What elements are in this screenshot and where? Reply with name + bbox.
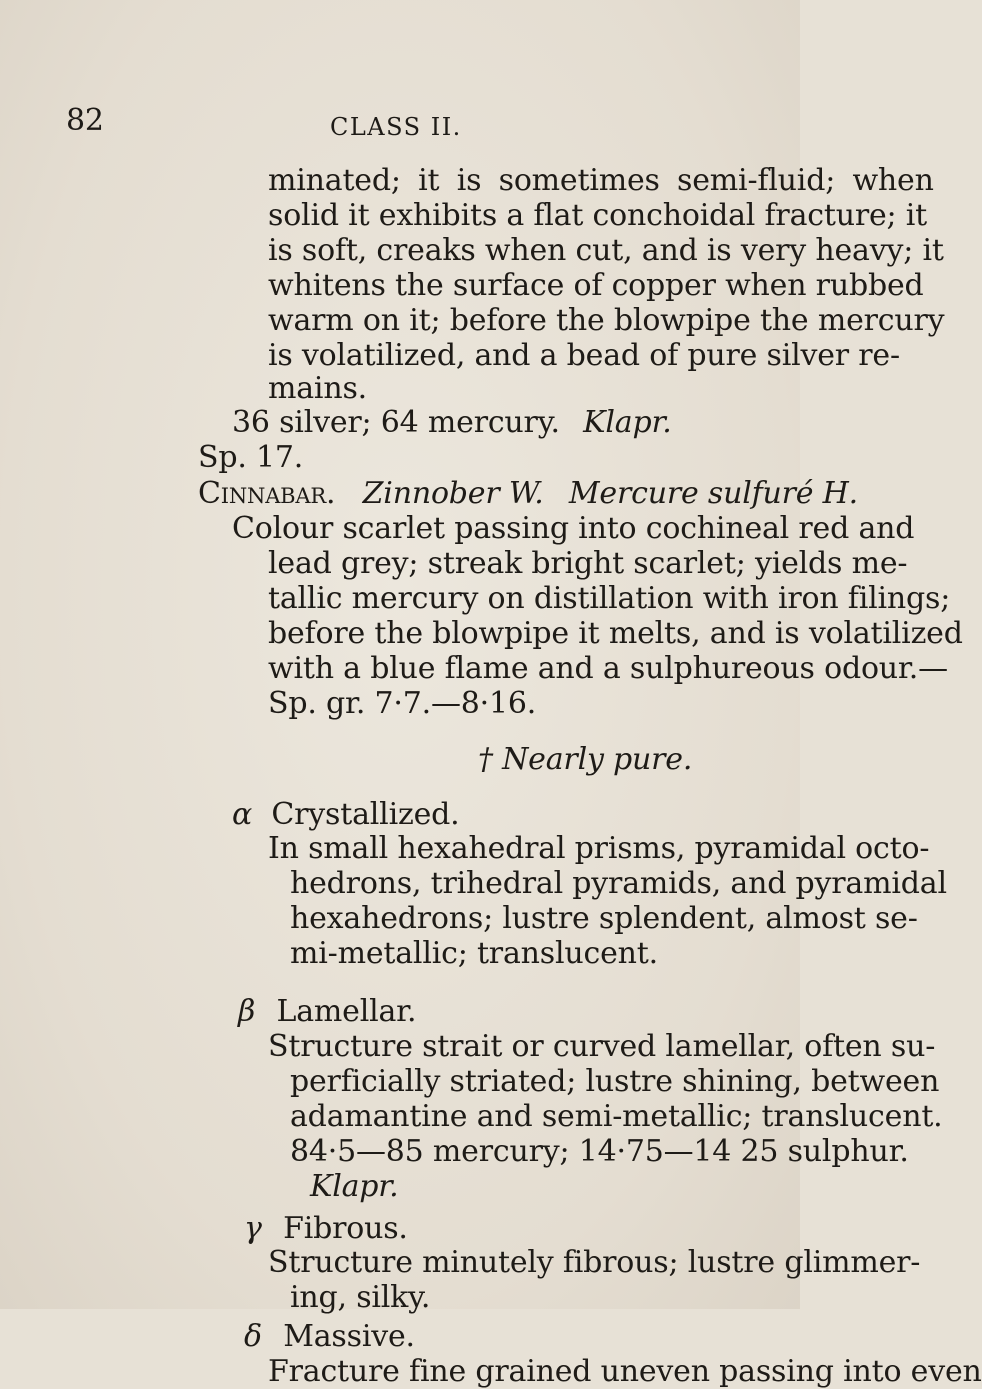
werner-name: Zinnober W. [362, 476, 544, 511]
variety-line: Structure minutely fibrous; lustre glimmer- [268, 1245, 921, 1280]
variety-delta-heading [244, 1320, 415, 1354]
species-heading [198, 477, 858, 511]
variety-line: hedrons, trihedral pyramids, and pyramidal [290, 866, 947, 901]
variety-marker: γ [244, 1211, 262, 1246]
variety-line: mi-metallic; translucent. [290, 936, 658, 971]
description-line: tallic mercury on distillation with iron filings; [268, 581, 951, 616]
analysis-text: 36 silver; 64 mercury. [232, 405, 560, 440]
variety-gamma-heading [244, 1212, 408, 1246]
variety-beta-heading [238, 995, 416, 1029]
species-number: Sp. 17. [198, 440, 304, 475]
text-line: warm on it; before the blowpipe the mercury [268, 303, 945, 338]
variety-alpha-heading [232, 798, 459, 832]
description-line: lead grey; streak bright scarlet; yields me- [268, 546, 908, 581]
text-line: mains. [268, 371, 367, 406]
hauy-name: Mercure sulfuré H. [568, 476, 858, 511]
text-line: is volatilized, and a bead of pure silver re- [268, 338, 900, 373]
variety-line: perficially striated; lustre shining, between [290, 1064, 940, 1099]
variety-title: Fibrous. [283, 1211, 408, 1246]
description-line: Sp. gr. 7·7.—8·16. [268, 686, 537, 721]
variety-line: Fracture fine grained uneven passing into even [268, 1354, 982, 1389]
variety-line: hexahedrons; lustre splendent, almost se- [290, 901, 918, 936]
species-name: Cinnabar. [198, 476, 336, 511]
variety-marker: β [238, 994, 256, 1029]
description-line: before the blowpipe it melts, and is volatilized [268, 616, 963, 651]
variety-line: In small hexahedral prisms, pyramidal octo- [268, 831, 930, 866]
analysis-author: Klapr. [583, 405, 672, 440]
description-line: Colour scarlet passing into cochineal red and [232, 511, 915, 546]
running-head: CLASS II. [330, 113, 462, 141]
variety-marker: δ [244, 1319, 262, 1354]
variety-title: Crystallized. [271, 797, 460, 832]
variety-marker: α [232, 797, 253, 832]
variety-line: ing, silky. [290, 1280, 431, 1315]
variety-author: Klapr. [310, 1169, 399, 1204]
text-line: is soft, creaks when cut, and is very heavy; it [268, 233, 944, 268]
variety-line: 84·5—85 mercury; 14·75—14 25 sulphur. [290, 1134, 909, 1169]
page-number: 82 [66, 103, 104, 138]
text-line: whitens the surface of copper when rubbed [268, 268, 924, 303]
variety-line: Structure strait or curved lamellar, often su- [268, 1029, 936, 1064]
variety-title: Massive. [283, 1319, 415, 1354]
analysis-line [232, 406, 672, 440]
variety-title: Lamellar. [276, 994, 417, 1029]
variety-line: adamantine and semi-metallic; translucent. [290, 1099, 943, 1134]
text-line: solid it exhibits a flat conchoidal fracture; it [268, 198, 928, 233]
text-line: minated; it is sometimes semi-fluid; when [268, 163, 934, 198]
description-line: with a blue flame and a sulphureous odour.— [268, 651, 948, 686]
purity-note: † Nearly pure. [478, 742, 693, 777]
